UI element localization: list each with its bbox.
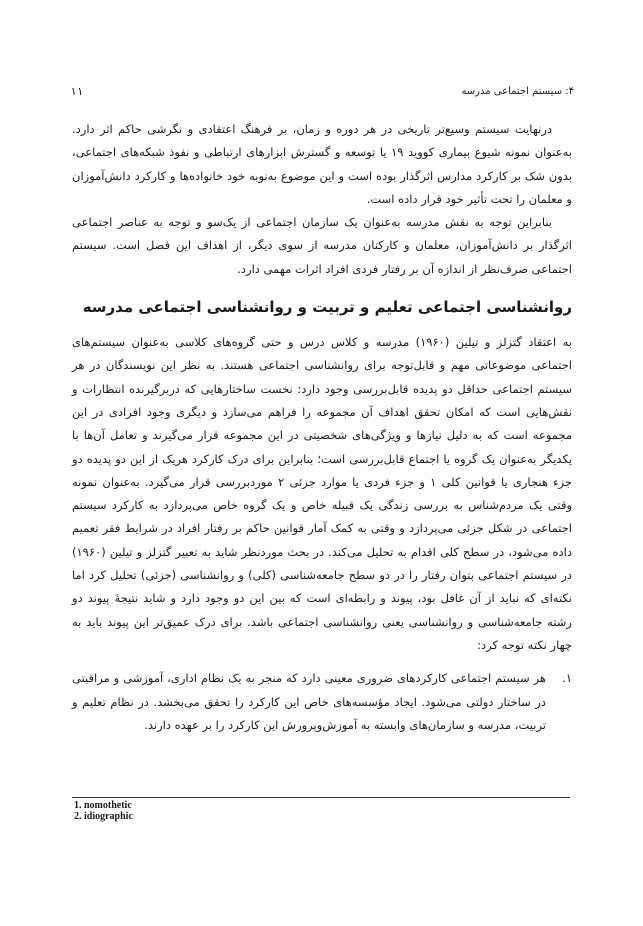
- footnote-1: 1. nomothetic: [74, 800, 132, 811]
- footnote-2: 2. idiographic: [74, 811, 133, 822]
- intro-paragraph-1: درنهایت سیستم وسیع‌تر تاریخی در هر دوره و زمان، بر فرهنگ اعتقادی و نگرشی حاکم اثر دارد. به‌عنوان نمونه شیوع بیماری کووید ۱۹ یا توسعه و گسترش ابزارهای ارتباطی و نفوذ شبکه‌های اجتماعی، بدون شک بر کارکرد مدارس اثرگذار بوده است و این موضوع به‌نوبه خود خانواده‌ها و کارکرد دانش‌آموزان و معلمان را تحت تأثیر خود قرار داده است.: [72, 122, 572, 206]
- numbered-list: [72, 667, 572, 737]
- page-header: [70, 82, 574, 100]
- footnotes: [74, 800, 133, 822]
- list-item: [72, 667, 572, 737]
- footnote-divider: [72, 797, 570, 798]
- main-paragraph: به اعتقاد گتزلز و تیلین (۱۹۶۰) مدرسه و کلاس درس و حتی گروه‌های کلاسی به‌عنوان سیستم‌های اجتماعی موضوعاتی مهم و قابل‌توجه برای روانشناسی اجتماعی هستند. به نظر این نویسندگان در هر سیستم اجتماعی حداقل دو پدیده قابل‌بررسی وجود دارد: نخست ساختارهایی که دربرگیرنده انتظارات و نقش‌هایی است که امکان تحقق اهداف آن مجموعه را فراهم می‌سازد و دیگری وجود افرادی در این مجموعه است که به دلیل نیازها و ویژگی‌های شخصیتی در این مجموعه قرار می‌گیرند و تعامل آن‌ها با یکدیگر به‌عنوان یک گروه یا اجتماع قابل‌بررسی است؛ بنابراین برای درک کارکرد هریک از این دو پدیده دو جزء هنجاری یا قوانین کلی ۱ و جزء فردی یا موارد جزئی ۲ موردبررسی قرار می‌گیرد. به‌عنوان نمونه وقتی یک مردم‌شناس به بررسی زندگی یک قبیله خاص و یک گروه خاص می‌پردازد به کارکرد سیستم اجتماعی در شکل جزئی می‌پردازد و وقتی به کمک آمار قوانین حاکم بر رفتار افراد در شرایط فقر تعمیم داده می‌شود، در سطح کلی اقدام به تحلیل می‌کند. در بحث موردنظر شاید به تعبیر گتزلز و تیلین (۱۹۶۰) در سیستم اجتماعی بتوان رفتار را در دو سطح جامعه‌شناسی (کلی) و روانشناسی (جزئی) تحلیل کرد اما نکته‌ای که نباید از آن غافل بود، پیوند و رابطه‌ای است که بین این دو وجود دارد و شاید نتیجهٔ پیوند دو رشته جامعه‌شناسی و روانشناسی یعنی روانشناسی اجتماعی باشد. برای درک عمیق‌تر این پیوند باید به چهار نکته توجه کرد:: [72, 335, 572, 652]
- running-title: ۴: سیستم اجتماعی مدرسه: [461, 85, 574, 97]
- section-heading: روانشناسی اجتماعی تعلیم و تربیت و روانشناسی اجتماعی مدرسه: [82, 298, 572, 317]
- page-body: [72, 118, 572, 737]
- page-number: ۱۱: [70, 84, 84, 98]
- list-item-number: ۱.: [562, 671, 572, 686]
- list-item-text: هر سیستم اجتماعی کارکردهای ضروری معینی دارد که منجر به یک نظام اداری، آموزشی و مراقبتی در ساختار دولتی می‌شود. ایجاد مؤسسه‌های خاص این کارکرد را تحقق می‌بخشد. در نظام تعلیم و تربیت، مدرسه و سازمان‌های وابسته به آموزش‌وپرورش این کارکرد را بر عهده دارند.: [72, 671, 546, 732]
- intro-paragraph-2: بنابراین توجه به نقش مدرسه به‌عنوان یک سازمان اجتماعی از یک‌سو و توجه به عناصر اجتماعی اثرگذار بر دانش‌آموزان، معلمان و کارکنان مدرسه از سوی دیگر، از اهداف این فصل است. سیستم اجتماعی صرف‌نظر از اندازه آن بر رفتار فردی افراد اثرات مهمی دارد.: [72, 215, 572, 276]
